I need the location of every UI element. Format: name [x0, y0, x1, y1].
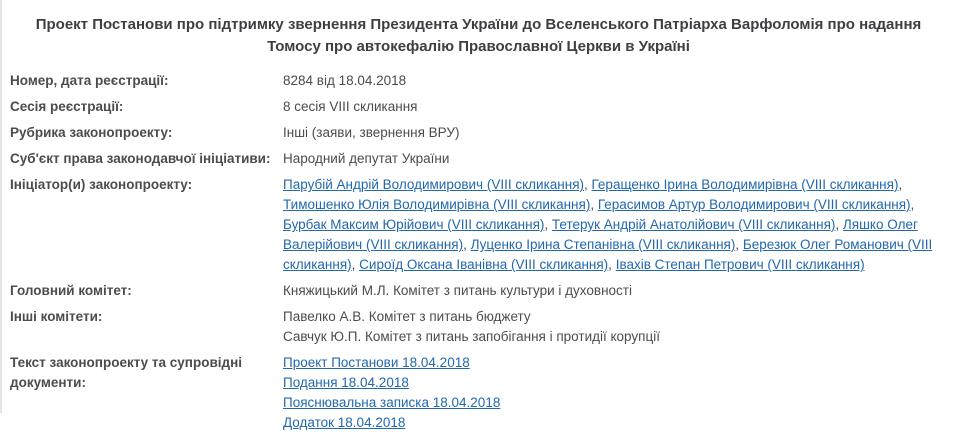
registration-number-value: 8284 від 18.04.2018 [283, 73, 407, 88]
rubric-label: Рубрика законопроекту: [10, 125, 173, 140]
other-committees-label: Інші комітети: [10, 309, 103, 324]
initiator-link[interactable]: Івахів Степан Петрович (VIII скликання) [615, 257, 865, 272]
registration-session-label: Сесія реєстрації: [10, 99, 124, 114]
list-separator: , [544, 217, 552, 232]
documents-list [283, 353, 945, 433]
documents-label: Текст законопроекту та супровідні документи: [10, 355, 242, 390]
main-committee-value: Княжицький М.Л. Комітет з питань культури і духовності [283, 283, 632, 298]
field-row-other-committees [10, 304, 945, 350]
other-committee-item: Савчук Ю.П. Комітет з питань запобігання і протидії корупції [283, 329, 660, 344]
initiators-label: Ініціатор(и) законопроекту: [10, 177, 193, 192]
registration-session-value: 8 сесія VIII скликання [283, 99, 418, 114]
initiator-link[interactable]: Парубій Андрій Володимирович (VIII скликання) [283, 177, 584, 192]
list-separator: , [835, 217, 843, 232]
initiator-link[interactable]: Ляшко Олег Валерійович (VIII скликання) [283, 217, 918, 252]
list-separator: , [910, 197, 915, 212]
rubric-value: Інші (заяви, звернення ВРУ) [283, 125, 460, 140]
bill-details-table [10, 68, 945, 436]
main-committee-label: Головний комітет: [10, 283, 132, 298]
document-link[interactable]: Додаток 18.04.2018 [283, 415, 406, 430]
field-row-documents [10, 350, 945, 436]
list-separator: , [608, 257, 616, 272]
initiative-subject-label: Суб'єкт права законодавчої ініціативи: [10, 151, 271, 166]
initiator-link[interactable]: Тетерук Андрій Анатолійович (VIII скликання) [551, 217, 836, 232]
initiator-link[interactable]: Бурбак Максим Юрійович (VIII скликання) [283, 217, 545, 232]
initiator-link[interactable]: Березюк Олег Романович (VIII скликання) [283, 237, 933, 272]
initiator-link[interactable]: Тимошенко Юлія Володимирівна (VIII скликання) [283, 197, 591, 212]
list-separator: , [584, 177, 592, 192]
list-separator: , [735, 237, 743, 252]
document-link[interactable]: Проект Постанови 18.04.2018 [283, 355, 470, 370]
initiators-list [283, 175, 945, 275]
field-row-registration-number [10, 68, 945, 94]
page-title: Проект Постанови про підтримку звернення Президента України до Вселенського Патріарха Варфоломія про надання Томосу про автокефалію Православної Церкви в Україні [35, 16, 922, 55]
list-separator: , [590, 197, 598, 212]
document-link[interactable]: Пояснювальна записка 18.04.2018 [283, 395, 501, 410]
other-committees-list [283, 307, 945, 347]
initiator-link[interactable]: Геращенко Ірина Володимирівна (VIII скликання) [591, 177, 899, 192]
field-row-registration-session [10, 94, 945, 120]
other-committee-item: Павелко А.В. Комітет з питань бюджету [283, 309, 531, 324]
field-row-initiators [10, 172, 945, 278]
list-separator: , [898, 177, 903, 192]
list-separator: , [351, 257, 360, 272]
initiator-link[interactable]: Герасимов Артур Володимирович (VIII скликання) [597, 197, 911, 212]
initiative-subject-value: Народний депутат України [283, 151, 450, 166]
initiator-link[interactable]: Луценко Ірина Степанівна (VIII скликання) [470, 237, 736, 252]
field-row-initiative-subject [10, 146, 945, 172]
initiator-link[interactable]: Сироїд Оксана Іванівна (VIII скликання) [359, 257, 609, 272]
document-link[interactable]: Подання 18.04.2018 [283, 375, 409, 390]
registration-number-label: Номер, дата реєстрації: [10, 73, 169, 88]
field-row-main-committee [10, 278, 945, 304]
field-row-rubric [10, 120, 945, 146]
list-separator: , [463, 237, 471, 252]
